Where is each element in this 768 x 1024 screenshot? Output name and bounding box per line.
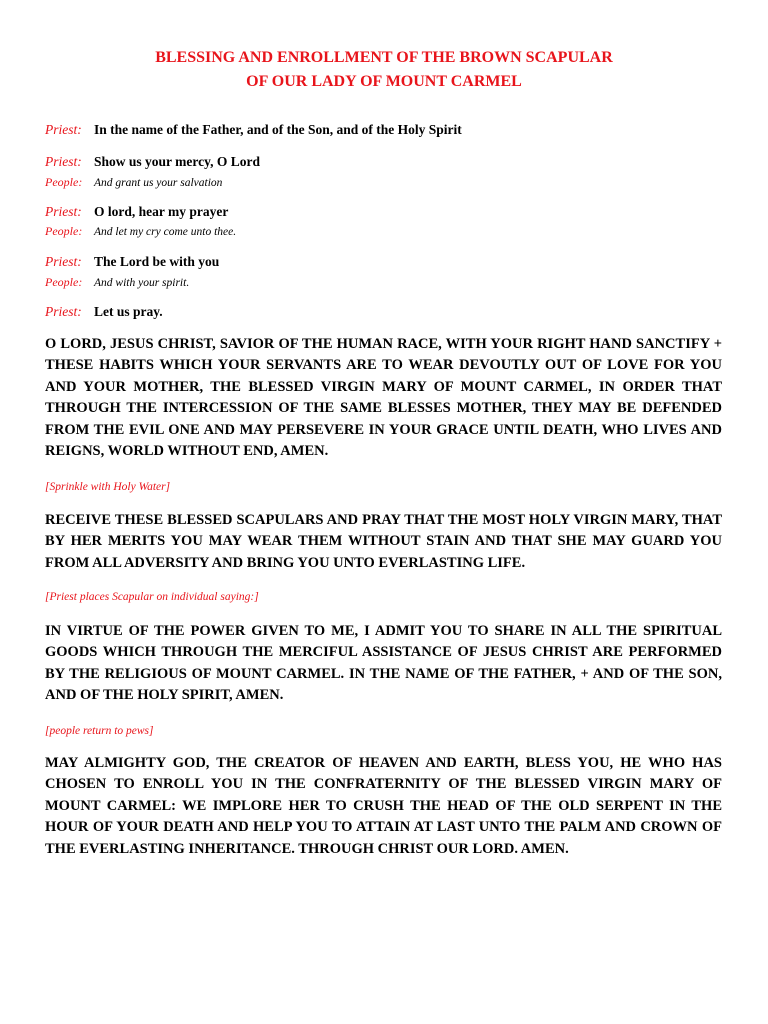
role-label-people: People: (45, 175, 83, 189)
role-label-priest: Priest: (45, 304, 82, 319)
dialogue-line-priest (45, 153, 260, 171)
priest-response: In the name of the Father, and of the Son, and of the Holy Spirit (94, 122, 462, 137)
document-title-line-1: BLESSING AND ENROLLMENT OF THE BROWN SCAPULAR (155, 49, 613, 66)
people-response: And grant us your salvation (94, 177, 223, 189)
prayer-paragraph-receive: RECEIVE THESE BLESSED SCAPULARS AND PRAY THAT THE MOST HOLY VIRGIN MARY, THAT BY HER MERITS YOU MAY WEAR THEM WITHOUT STAIN AND THAT SHE MAY GUARD YOU FROM ALL ADVERSITY AND BRING YOU UNTO EVERLASTING LIFE. (45, 512, 722, 571)
people-response: And let my cry come unto thee. (94, 226, 237, 238)
dialogue-line-people (45, 173, 222, 191)
priest-response: Show us your mercy, O Lord (94, 154, 261, 169)
role-label-priest: Priest: (45, 122, 82, 137)
people-response: And with your spirit. (94, 277, 190, 289)
role-label-priest: Priest: (45, 154, 82, 169)
priest-response: Let us pray. (94, 304, 163, 319)
rubric-sprinkle: [Sprinkle with Holy Water] (45, 481, 171, 493)
dialogue-line-priest (45, 203, 228, 221)
priest-response: The Lord be with you (94, 254, 220, 269)
prayer-paragraph-final-blessing: MAY ALMIGHTY GOD, THE CREATOR OF HEAVEN AND EARTH, BLESS YOU, HE WHO HAS CHOSEN TO ENROLL YOU IN THE CONFRATERNITY OF THE BLESSED VIRGIN MARY OF MOUNT CARMEL: WE IMPLORE HER TO CRUSH THE HEAD OF THE OLD SERPENT IN THE HOUR OF YOUR DEATH AND HELP YOU TO ATTAIN AT LAST UNTO THE PALM AND CROWN OF THE EVERLASTING INHERITANCE. THROUGH CHRIST OUR LORD. AMEN. (45, 755, 722, 857)
dialogue-line-priest (45, 303, 163, 321)
document-title-line-2: OF OUR LADY OF MOUNT CARMEL (246, 73, 522, 90)
dialogue-line-priest (45, 253, 219, 271)
dialogue-line-people (45, 222, 236, 240)
prayer-paragraph-admit: IN VIRTUE OF THE POWER GIVEN TO ME, I ADMIT YOU TO SHARE IN ALL THE SPIRITUAL GOODS WHICH THROUGH THE MERCIFUL ASSISTANCE OF JESUS CHRIST ARE PERFORMED BY THE RELIGIOUS OF MOUNT CARMEL. IN THE NAME OF THE FATHER, + AND OF THE SON, AND OF THE HOLY SPIRIT, AMEN. (45, 623, 722, 704)
role-label-people: People: (45, 275, 83, 289)
role-label-priest: Priest: (45, 254, 82, 269)
rubric-places-scapular: [Priest places Scapular on individual saying:] (45, 591, 259, 603)
role-label-priest: Priest: (45, 204, 82, 219)
dialogue-line-people (45, 273, 189, 291)
dialogue-line-priest (45, 121, 462, 139)
priest-response: O lord, hear my prayer (94, 204, 229, 219)
prayer-paragraph-blessing: O LORD, JESUS CHRIST, SAVIOR OF THE HUMAN RACE, WITH YOUR RIGHT HAND SANCTIFY + THESE HABITS WHICH YOUR SERVANTS ARE TO WEAR DEVOUTLY OUT OF LOVE FOR YOU AND YOUR MOTHER, THE BLESSED VIRGIN MARY OF MOUNT CARMEL, IN ORDER THAT THROUGH THE INTERCESSION OF THE SAME BLESSES MOTHER, THEY MAY BE DEFENDED FROM THE EVIL ONE AND MAY PERSEVERE IN YOUR GRACE UNTIL DEATH, WHO LIVES AND REIGNS, WORLD WITHOUT END, AMEN. (45, 336, 722, 460)
rubric-return-to-pews: [people return to pews] (45, 725, 154, 737)
role-label-people: People: (45, 224, 83, 238)
